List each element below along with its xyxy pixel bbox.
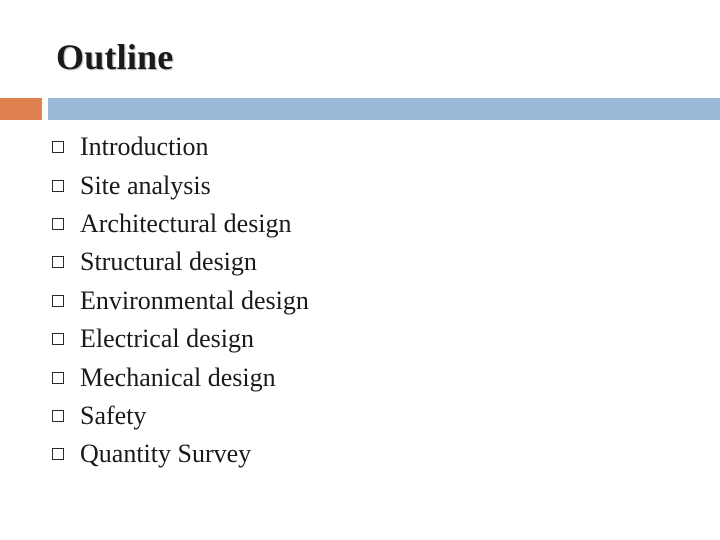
- square-bullet-icon: [52, 410, 64, 422]
- square-bullet-icon: [52, 141, 64, 153]
- list-item: [52, 205, 309, 243]
- list-item: [52, 320, 309, 358]
- list-item: [52, 243, 309, 281]
- square-bullet-icon: [52, 295, 64, 307]
- list-item-label: Site analysis: [80, 170, 211, 200]
- list-item: [52, 166, 309, 204]
- square-bullet-icon: [52, 218, 64, 230]
- list-item-label: Architectural design: [80, 208, 292, 238]
- list-item: [52, 397, 309, 435]
- square-bullet-icon: [52, 333, 64, 345]
- slide-title: Outline: [56, 37, 174, 77]
- list-item-label: Introduction: [80, 132, 209, 162]
- square-bullet-icon: [52, 256, 64, 268]
- title-rule-bar: [48, 98, 720, 120]
- list-item: [52, 358, 309, 396]
- square-bullet-icon: [52, 448, 64, 460]
- square-bullet-icon: [52, 372, 64, 384]
- list-item: [52, 282, 309, 320]
- accent-bar: [0, 98, 42, 120]
- list-item: [52, 435, 309, 473]
- list-item-label: Mechanical design: [80, 362, 276, 392]
- list-item-label: Safety: [80, 400, 147, 430]
- list-item-label: Electrical design: [80, 324, 254, 354]
- square-bullet-icon: [52, 180, 64, 192]
- list-item-label: Environmental design: [80, 285, 309, 315]
- outline-list: [52, 128, 309, 474]
- list-item: [52, 128, 309, 166]
- list-item-label: Structural design: [80, 247, 257, 277]
- list-item-label: Quantity Survey: [80, 439, 252, 469]
